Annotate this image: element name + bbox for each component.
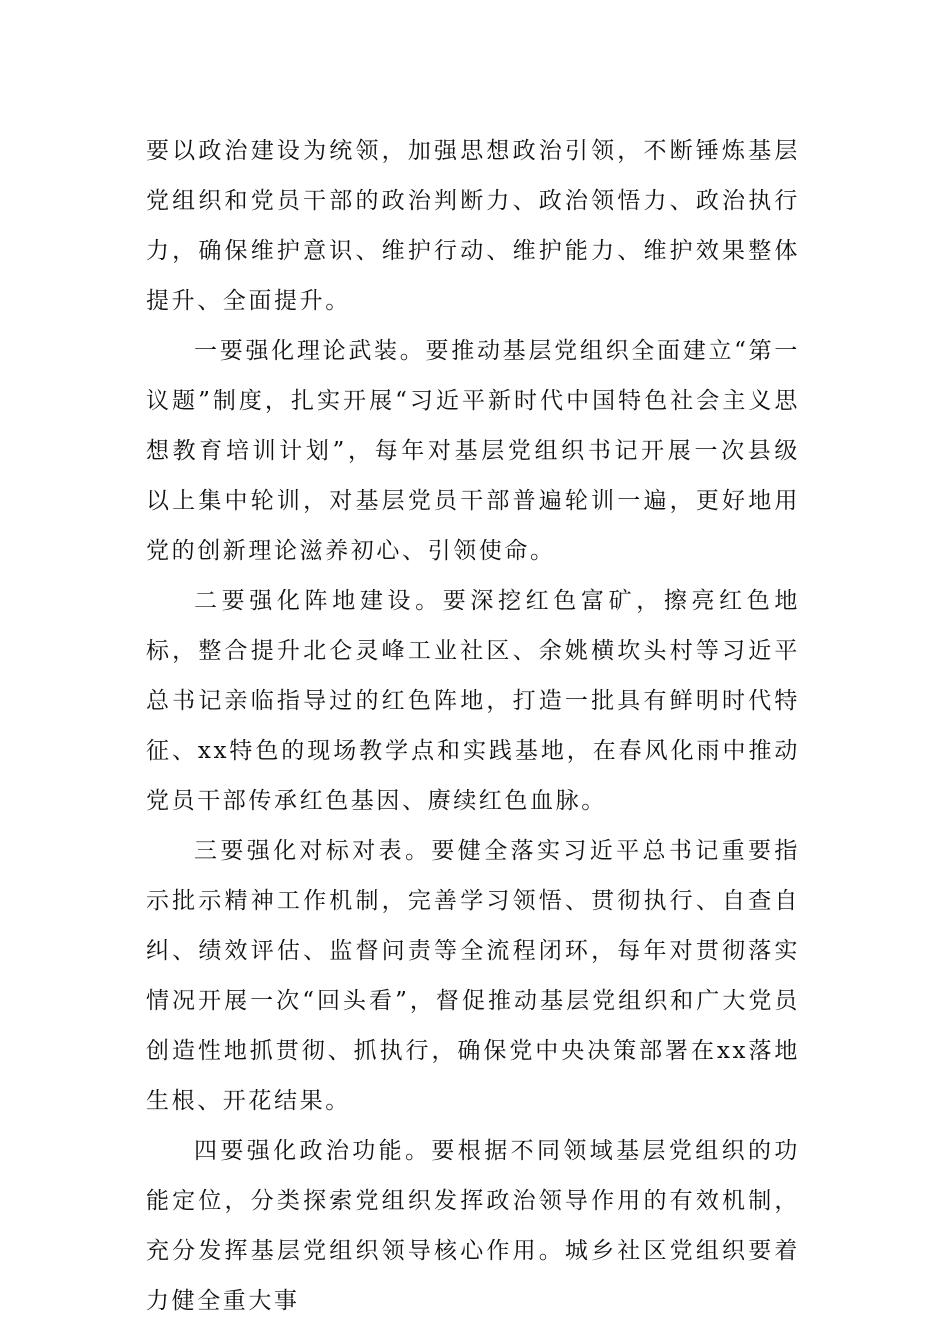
paragraph-theory: 一要强化理论武装。要推动基层党组织全面建立“第一议题”制度，扎实开展“习近平新时代中国特色社会主义思想教育培训计划”，每年对基层党组织书记开展一次县级以上集中轮训，对基层党员干部普遍轮训一遍，更好地用党的创新理论滋养初心、引领使命。	[146, 338, 800, 564]
document-body	[146, 126, 800, 1326]
paragraph-political-function: 四要强化政治功能。要根据不同领域基层党组织的功能定位，分类探索党组织发挥政治领导作用的有效机制，充分发挥基层党组织领导核心作用。城乡社区党组织要着力健全重大事	[146, 1138, 800, 1314]
paragraph-intro: 要以政治建设为统领，加强思想政治引领，不断锤炼基层党组织和党员干部的政治判断力、政治领悟力、政治执行力，确保维护意识、维护行动、维护能力、维护效果整体提升、全面提升。	[146, 138, 800, 314]
paragraph-position: 二要强化阵地建设。要深挖红色富矿，擦亮红色地标，整合提升北仑灵峰工业社区、余姚横坎头村等习近平总书记亲临指导过的红色阵地，打造一批具有鲜明时代特征、xx特色的现场教学点和实践基地，在春风化雨中推动党员干部传承红色基因、赓续红色血脉。	[146, 588, 800, 814]
paragraph-benchmark: 三要强化对标对表。要健全落实习近平总书记重要指示批示精神工作机制，完善学习领悟、贯彻执行、自查自纠、绩效评估、监督问责等全流程闭环，每年对贯彻落实情况开展一次“回头看”，督促推动基层党组织和广大党员创造性地抓贯彻、抓执行，确保党中央决策部署在xx落地生根、开花结果。	[146, 838, 800, 1114]
